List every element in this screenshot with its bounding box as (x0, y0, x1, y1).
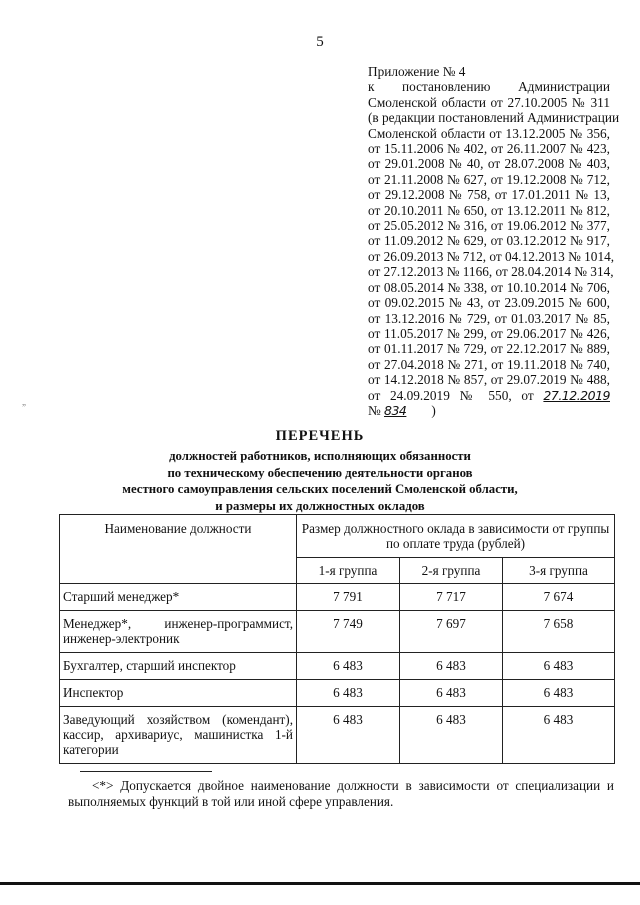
salary-cell: 7 717 (400, 584, 503, 611)
annex-line: Смоленской области от 27.10.2005 № 311 (368, 94, 610, 110)
annex-number-sign: № (368, 402, 381, 418)
title-main: ПЕРЕЧЕНЬ (275, 428, 365, 444)
handwritten-date: 27.12.2019 (543, 387, 610, 403)
salary-cell: 7 697 (400, 611, 503, 653)
annex-line: от 29.12.2008 № 758, от 17.01.2011 № 13, (368, 187, 610, 203)
header-group-1: 1-я группа (297, 558, 400, 584)
annex-line-handwritten-number (368, 403, 610, 418)
header-group-3: 3-я группа (503, 558, 615, 584)
page-number: 5 (316, 34, 324, 50)
table-header-row (60, 515, 615, 558)
annex-line: от 08.05.2014 № 338, от 10.10.2014 № 706, (368, 279, 610, 295)
annex-line: от 01.11.2017 № 729, от 22.12.2017 № 889, (368, 341, 610, 357)
position-cell: Старший менеджер* (60, 584, 297, 611)
annex-line: к постановлению Администрации (368, 79, 610, 95)
salary-cell: 7 791 (297, 584, 400, 611)
header-salary: Размер должностного оклада в зависимости от группы по оплате труда (рублей) (297, 515, 615, 558)
position-cell: Менеджер*, инженер-программист, инженер-электроник (60, 611, 297, 653)
annex-line: от 27.12.2013 № 1166, от 28.04.2014 № 314, (368, 264, 614, 280)
salary-cell: 6 483 (503, 680, 615, 707)
annex-line-handwritten-date (368, 388, 610, 403)
margin-mark: „ (22, 397, 26, 407)
salary-cell: 7 658 (503, 611, 615, 653)
document-title (0, 428, 640, 514)
annex-line: от 21.11.2008 № 627, от 19.12.2008 № 712, (368, 171, 610, 187)
annex-line: от 15.11.2006 № 402, от 26.11.2007 № 423, (368, 141, 610, 157)
title-line: должностей работников, исполняющих обязанности (169, 449, 471, 463)
salary-cell: 7 749 (297, 611, 400, 653)
salary-cell: 6 483 (297, 653, 400, 680)
footnote-divider (80, 771, 212, 772)
salary-cell: 6 483 (503, 653, 615, 680)
annex-line: от 11.09.2012 № 629, от 03.12.2012 № 917, (368, 233, 610, 249)
table-row (60, 584, 615, 611)
title-line: местного самоуправления сельских поселений Смоленской области, (122, 482, 518, 496)
position-cell: Инспектор (60, 680, 297, 707)
title-line: и размеры их должностных окладов (215, 498, 425, 513)
table-row (60, 707, 615, 764)
annex-line: от 13.12.2016 № 729, от 01.03.2017 № 85, (368, 310, 610, 326)
position-cell: Бухгалтер, старший инспектор (60, 653, 297, 680)
salary-cell: 6 483 (400, 653, 503, 680)
salary-table (59, 514, 615, 764)
salary-cell: 6 483 (503, 707, 615, 764)
salary-cell: 6 483 (297, 680, 400, 707)
position-cell: Заведующий хозяйством (комендант), кассир, архивариус, машинистка 1-й категории (60, 707, 297, 764)
annex-prefix: от 24.09.2019 № 550, от (368, 387, 534, 403)
annex-line: от 25.05.2012 № 316, от 19.06.2012 № 377, (368, 218, 610, 234)
annex-line: от 29.01.2008 № 40, от 28.07.2008 № 403, (368, 156, 610, 172)
annex-line: от 26.09.2013 № 712, от 04.12.2013 № 1014, (368, 248, 615, 264)
header-group-2: 2-я группа (400, 558, 503, 584)
salary-cell: 6 483 (400, 680, 503, 707)
annex-line: от 20.10.2011 № 650, от 13.12.2011 № 812, (368, 202, 610, 218)
salary-cell: 7 674 (503, 584, 615, 611)
header-position: Наименование должности (60, 515, 297, 584)
handwritten-number: 834 (384, 402, 407, 418)
annex-block (368, 64, 620, 418)
annex-closing-paren: ) (431, 402, 436, 418)
annex-line: (в редакции постановлений Администрации (368, 110, 620, 126)
title-line: по техническому обеспечению деятельности органов (167, 465, 473, 480)
table-row (60, 680, 615, 707)
annex-line: Смоленской области от 13.12.2005 № 356, (368, 125, 610, 141)
footnote: <*> Допускается двойное наименование должности в зависимости от специализации и выполняемых функций в той или иной сфере управления. (68, 778, 614, 809)
salary-cell: 6 483 (400, 707, 503, 764)
salary-cell: 6 483 (297, 707, 400, 764)
annex-line: от 27.04.2018 № 271, от 19.11.2018 № 740, (368, 356, 610, 372)
annex-line: от 09.02.2015 № 43, от 23.09.2015 № 600, (368, 295, 610, 311)
table-row (60, 653, 615, 680)
annex-line: от 11.05.2017 № 299, от 29.06.2017 № 426, (368, 325, 610, 341)
table-row (60, 611, 615, 653)
annex-line: от 14.12.2018 № 857, от 29.07.2019 № 488, (368, 372, 610, 388)
annex-line: Приложение № 4 (368, 64, 466, 79)
bottom-scan-edge (0, 882, 640, 885)
